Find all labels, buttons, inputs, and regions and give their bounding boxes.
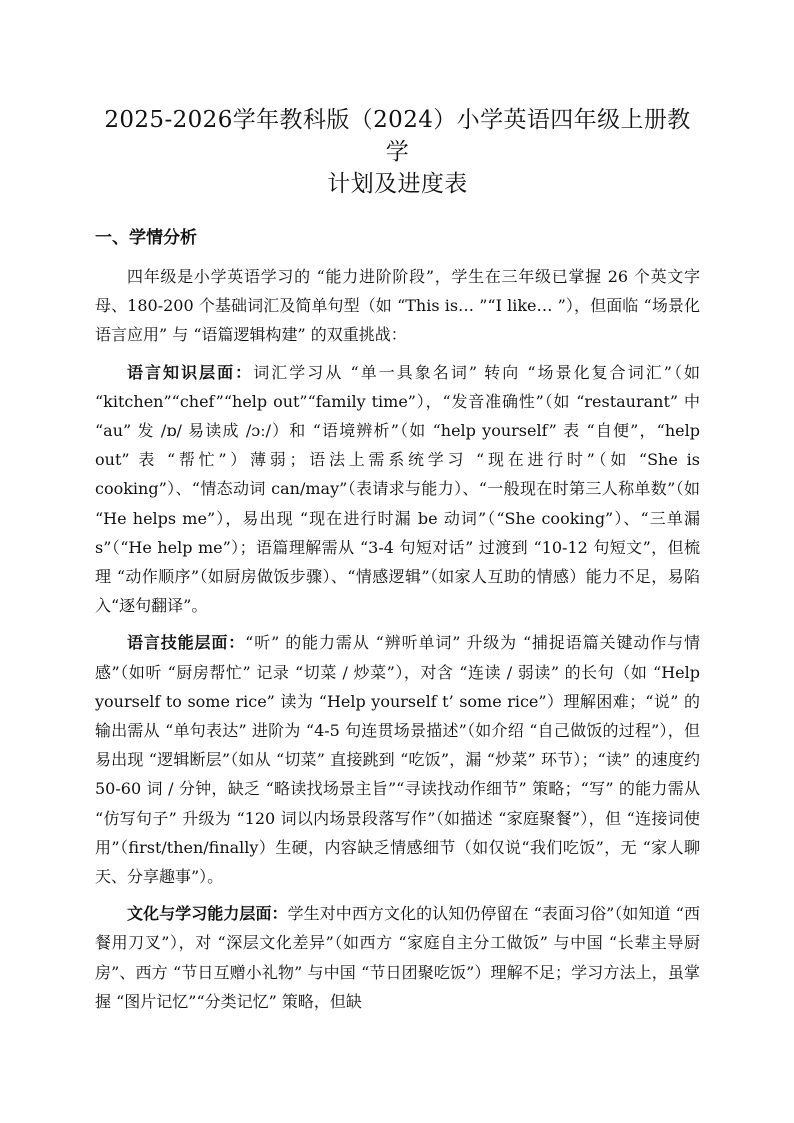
intro-paragraph: 四年级是小学英语学习的 “能力进阶阶段”，学生在三年级已掌握 26 个英文字母、180-200 个基础词汇及简单句型（如 “This is… ”“I like… ”），但面临 “场景化语言应用” 与 “语篇逻辑构建” 的双重挑战： [95,267,700,345]
language-skills-lead: 语言技能层面： [127,633,246,653]
language-knowledge-paragraph [95,358,700,621]
language-knowledge-lead: 语言知识层面： [127,362,254,382]
document-title-line-2: 计划及进度表 [327,171,468,197]
language-skills-paragraph [95,628,700,891]
culture-learning-text: 学生对中西方文化的认知仍停留在 “表面习俗”（如知道 “西餐用刀叉”），对 “深层文化差异”（如西方 “家庭自主分工做饭” 与中国 “长辈主导厨房”、西方 “节日互赠小礼物” 与中国 “节日团聚吃饭”）理解不足；学习方法上，虽掌握 “图片记忆”“分类记忆” 策略，但缺 [95,904,700,1011]
section-heading-learning-analysis: 一、学情分析 [95,228,197,248]
document-title [95,104,700,200]
document-title-line-1: 2025-2026学年教科版（2024）小学英语四年级上册教学 [104,107,691,165]
language-knowledge-text: 词汇学习从 “单一具象名词” 转向 “场景化复合词汇”（如 “kitchen”“chef”“help out”“family time”），“发音准确性”（如 “restaurant” 中 “au” 发 /ɒ/ 易读成 /ɔː/）和 “语境辨析”（如 “help yourself” 表 “自便”，“help out” 表 “帮忙”）薄弱；语法上需系统学习 “现在进行时”（如 “She is cooking”）、“情态动词 can/may”（表请求与能力）、“一般现在时第三人称单数”（如 “He helps me”），易出现 “现在进行时漏 be 动词”（“She cooking”）、“三单漏 s”（“He help me”）；语篇理解需从 “3-4 句短对话” 过渡到 “10-12 句短文”，但梳理 “动作顺序”（如厨房做饭步骤）、“情感逻辑”（如家人互助的情感）能力不足，易陷入“逐句翻译”。 [95,362,700,616]
language-skills-text: “听” 的能力需从 “辨听单词” 升级为 “捕捉语篇关键动作与情感”（如听 “厨房帮忙” 记录 “切菜 / 炒菜”），对含 “连读 / 弱读” 的长句（如 “Help yourself to some rice” 读为 “Help yourself t’ some rice”）理解困难；“说” 的输出需从 “单句表达” 进阶为 “4-5 句连贯场景描述”（如介绍 “自己做饭的过程”），但易出现 “逻辑断层”（如从 “切菜” 直接跳到 “吃饭”，漏 “炒菜” 环节）；“读” 的速度约 50-60 词 / 分钟，缺乏 “略读找场景主旨”“寻读找动作细节” 策略；“写” 的能力需从 “仿写句子” 升级为 “120 词以内场景段落写作”（如描述 “家庭聚餐”），但 “连接词使用”（first/then/finally）生硬，内容缺乏情感细节（如仅说“我们吃饭”，无 “家人聊天、分享趣事”）。 [95,633,700,887]
culture-learning-lead: 文化与学习能力层面： [127,904,288,924]
culture-learning-paragraph [95,899,700,1016]
